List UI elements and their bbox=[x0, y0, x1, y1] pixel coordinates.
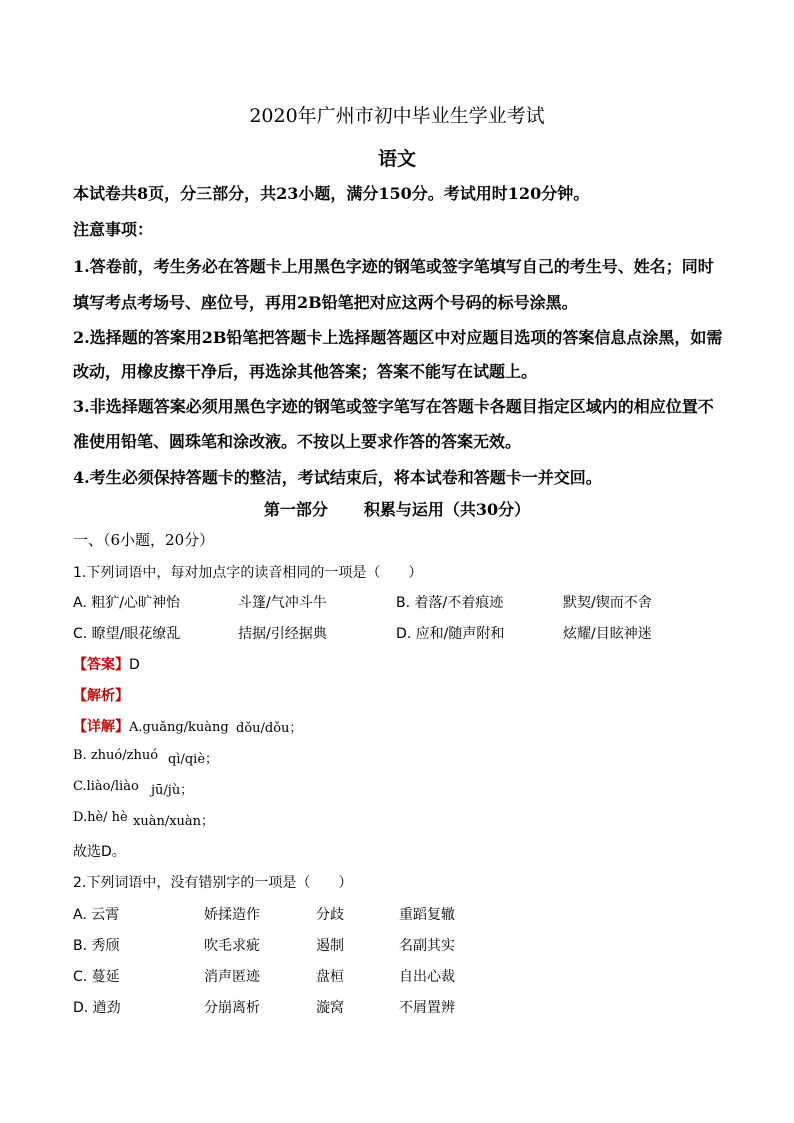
analysis-tag: 【解析】 bbox=[73, 688, 129, 704]
q2-row-d-3: 漩窝 bbox=[316, 1000, 344, 1016]
pinyin-d-2: xuàn/xuàn； bbox=[133, 814, 215, 829]
analysis-line bbox=[73, 685, 129, 705]
q2-row-c-3: 盘桓 bbox=[316, 969, 344, 985]
exam-title: 2020年广州市初中毕业生学业考试 bbox=[249, 105, 545, 127]
notice-line: 4.考生必须保持答题卡的整洁，考试结束后，将本试卷和答题卡一并交回。 bbox=[73, 468, 602, 487]
option-a-2: 斗篷/气冲斗牛 bbox=[238, 595, 327, 611]
q2-row-a-4: 重蹈复辙 bbox=[399, 907, 455, 923]
section-part: 第一部分 bbox=[263, 500, 328, 519]
section-heading bbox=[0, 497, 794, 520]
option-d-2: 炫耀/目眩神迷 bbox=[563, 626, 652, 642]
q2-row-c-1: C. 蔓延 bbox=[73, 969, 120, 985]
detail-line bbox=[73, 716, 229, 736]
q2-row-b-3: 遏制 bbox=[316, 938, 344, 954]
pinyin-c-1: C.liào/liào bbox=[73, 779, 139, 794]
notice-line: 3.非选择题答案必须用黑色字迹的钢笔或签字笔写在答题卡各题目指定区域内的相应位置不 bbox=[73, 397, 714, 416]
notice-line: 2.选择题的答案用2B铅笔把答题卡上选择题答题区中对应题目选项的答案信息点涂黑，如需 bbox=[73, 328, 723, 347]
option-c-1: C. 瞭望/眼花缭乱 bbox=[73, 626, 181, 642]
notice-line: 1.答卷前，考生务必在答题卡上用黑色字迹的钢笔或签字笔填写自己的考生号、姓名；同时 bbox=[73, 257, 714, 276]
q2-row-d-2: 分崩离析 bbox=[204, 1000, 260, 1016]
pinyin-b-2: qì/qiè； bbox=[168, 752, 219, 767]
option-d-1: D. 应和/随声附和 bbox=[396, 626, 505, 642]
q2-row-c-2: 消声匿迹 bbox=[204, 969, 260, 985]
answer-value: D bbox=[129, 657, 140, 673]
answer-line bbox=[73, 654, 140, 674]
q2-row-a-1: A. 云霄 bbox=[73, 907, 120, 923]
notice-line: 填写考点考场号、座位号，再用2B铅笔把对应这两个号码的标号涂黑。 bbox=[73, 293, 578, 312]
option-b-2: 默契/锲而不舍 bbox=[563, 595, 652, 611]
pinyin-c-2: jū/jù； bbox=[151, 783, 194, 798]
pinyin-d-1: D.hè/ hè bbox=[73, 810, 128, 825]
q2-row-c-4: 自出心裁 bbox=[399, 969, 455, 985]
q2-row-d-1: D. 遒劲 bbox=[73, 1000, 121, 1016]
q2-row-a-3: 分歧 bbox=[316, 907, 344, 923]
exam-summary: 本试卷共8页，分三部分，共23小题，满分150分。考试用时120分钟。 bbox=[73, 184, 590, 203]
notice-heading: 注意事项： bbox=[73, 220, 154, 239]
question-group-heading: 一、（6小题，20分） bbox=[73, 531, 215, 549]
pinyin-b-1: B. zhuó/zhuó bbox=[73, 748, 159, 763]
option-b-1: B. 着落/不着痕迹 bbox=[396, 595, 504, 611]
q2-row-b-1: B. 秀颀 bbox=[73, 938, 120, 954]
q2-row-b-2: 吹毛求疵 bbox=[204, 938, 260, 954]
subject-title: 语文 bbox=[377, 148, 416, 170]
option-c-2: 拮据/引经据典 bbox=[238, 626, 327, 642]
q2-row-d-4: 不屑置辨 bbox=[399, 1000, 455, 1016]
question-stem: 1.下列词语中，每对加点字的读音相同的一项是（ ） bbox=[73, 565, 423, 581]
question-stem: 2.下列词语中，没有错别字的一项是（ ） bbox=[73, 875, 353, 891]
pinyin-a-1: A.guǎng/kuàng bbox=[129, 720, 229, 735]
section-name: 积累与运用（共30分） bbox=[363, 500, 531, 519]
conclusion: 故选D。 bbox=[73, 844, 126, 860]
notice-line: 改动，用橡皮擦干净后，再选涂其他答案；答案不能写在试题上。 bbox=[73, 362, 538, 381]
option-a-1: A. 粗犷/心旷神怡 bbox=[73, 595, 180, 611]
notice-line: 准使用铅笔、圆珠笔和涂改液。不按以上要求作答的答案无效。 bbox=[73, 432, 522, 451]
answer-tag: 【答案】 bbox=[73, 657, 129, 673]
q2-row-a-2: 娇揉造作 bbox=[204, 907, 260, 923]
q2-row-b-4: 名副其实 bbox=[399, 938, 455, 954]
pinyin-a-2: dǒu/dǒu； bbox=[236, 721, 303, 736]
detail-tag: 【详解】 bbox=[73, 719, 129, 735]
